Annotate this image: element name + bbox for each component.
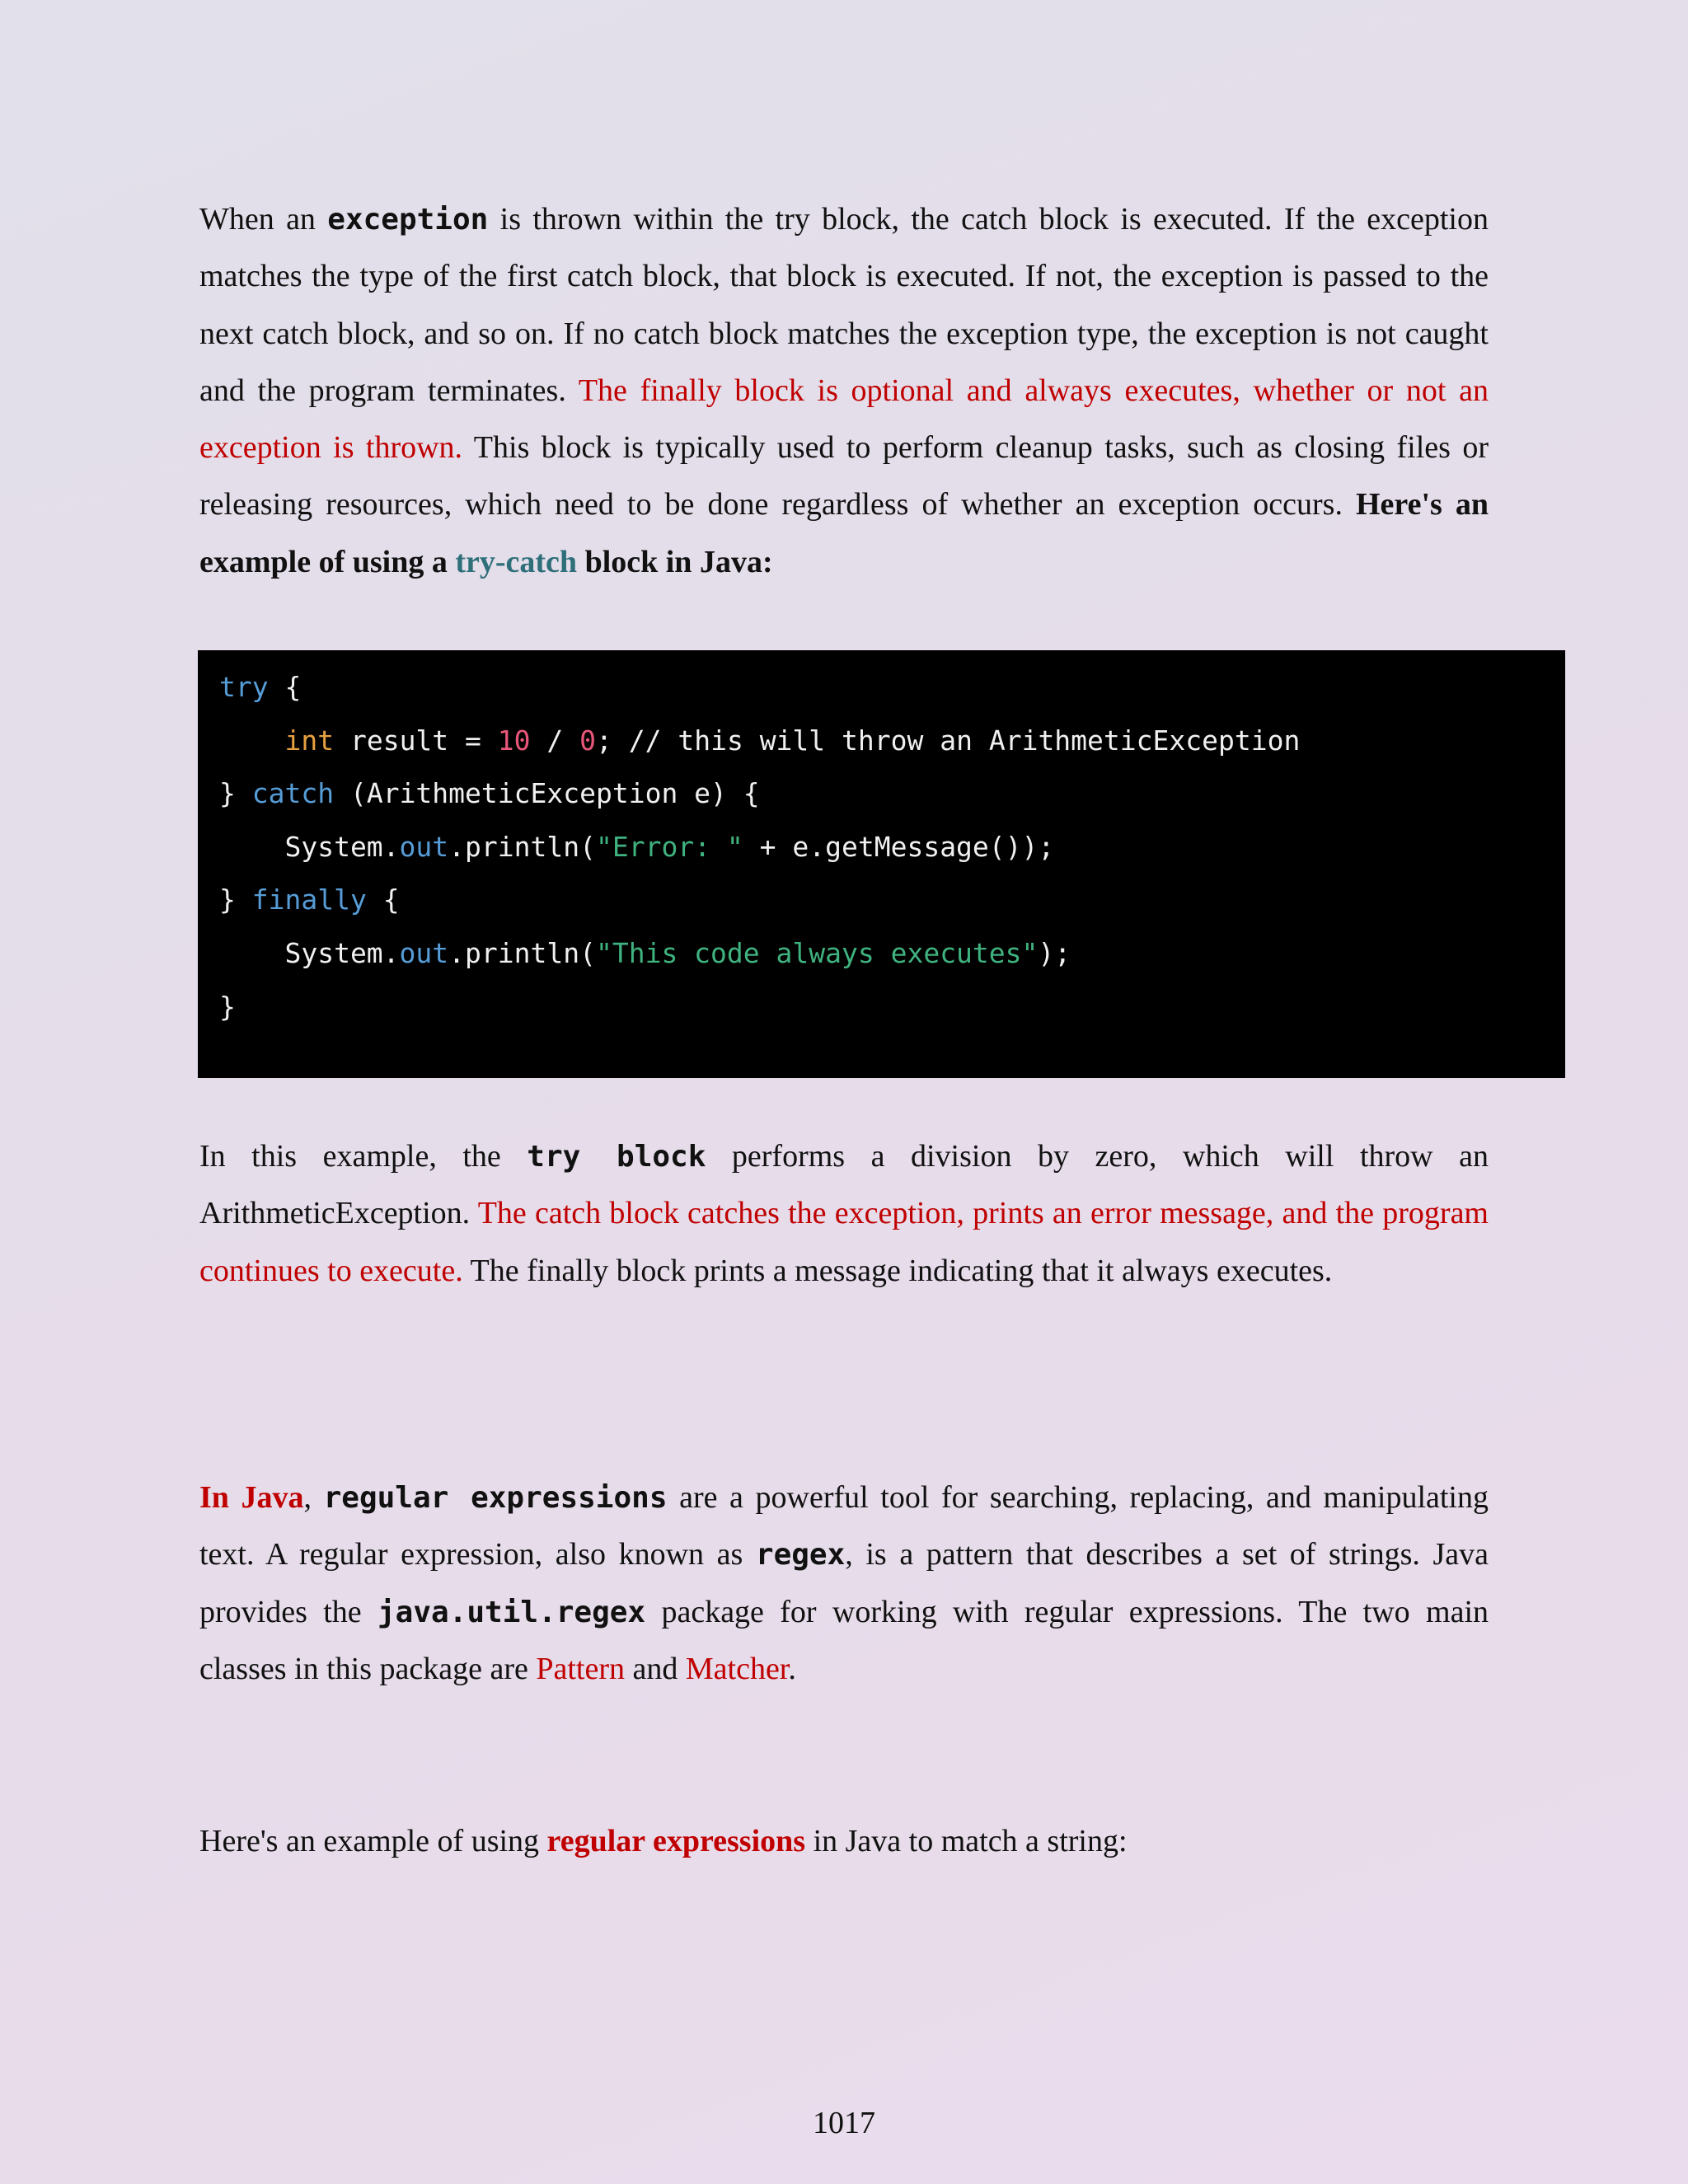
inline-code-regular-expressions: regular expressions [323,1481,668,1515]
code-line [219,821,1565,874]
text: and [624,1651,686,1686]
code-token: .println( [448,936,596,969]
code-token: + e.getMessage()); [743,830,1055,863]
highlighted-matcher: Matcher [685,1651,789,1686]
text: In this example, the [199,1139,528,1174]
code-line [219,981,1565,1034]
code-token: result = [334,724,498,757]
code-token: (ArithmeticException e) { [334,777,760,810]
text: in Java to match a string: [805,1824,1128,1858]
text: , is a pattern that describes a set of strings. Java provides the [199,1537,1489,1629]
text: This block is typically used to perform cleanup tasks, such as closing files or releasing resources, which need to be done regardless of whether an exception occurs. [199,430,1489,523]
code-line [219,927,1565,981]
code-token: { [366,883,400,916]
highlighted-regular-expressions: regular expressions [546,1824,806,1858]
code-token: 0 [579,724,597,757]
paragraph-regex-intro [199,1469,1489,1698]
code-token: out [399,936,449,969]
code-block-try-catch [198,650,1565,1078]
text: . [788,1651,796,1686]
inline-code-java-util-regex: java.util.regex [377,1595,646,1629]
code-line [219,715,1565,768]
text: The finally block prints a message indicating that it always executes. [462,1253,1333,1288]
code-token: } [219,990,236,1023]
text: performs a division by zero, which will throw an ArithmeticException. [199,1139,1489,1231]
bold-try-catch-term: try-catch [455,544,578,579]
highlighted-catch-sentence: The catch block catches the exception, prints an error message, and the program continues to execute. [199,1196,1489,1288]
code-token: catch [251,777,335,810]
code-line [219,661,1565,715]
text: , [303,1480,324,1515]
code-token: { [268,671,302,703]
bold-example-intro: Here's an example of using a [199,487,1489,579]
code-token: } [219,883,252,916]
text: When an [199,202,328,237]
highlighted-finally-sentence: The finally block is optional and always executes, whether or not an exception is thrown. [199,373,1489,466]
code-token: / [530,724,580,757]
code-token: int [284,724,335,757]
text: package for working with regular expressions. The two main classes in this package are [199,1594,1489,1686]
highlighted-pattern: Pattern [536,1651,625,1686]
text: are a powerful tool for searching, replacing, and manipulating text. A regular expression, also known as [199,1480,1489,1572]
code-token: ); [1038,936,1071,969]
code-token: finally [251,883,367,916]
page-number: 1017 [813,2106,875,2140]
paragraph-regex-example-intro [199,1813,1489,1870]
code-line [219,874,1565,927]
text: Here's an example of using [199,1824,547,1858]
code-token: try [219,671,269,703]
highlighted-in-java: In Java [199,1480,304,1515]
code-token: System. [219,936,400,969]
code-token: ; // this will throw an ArithmeticException [596,724,1301,757]
code-token: "This code always executes" [595,936,1039,969]
inline-code-exception: exception [327,203,489,237]
paragraph-example-explanation [199,1128,1489,1300]
code-token: } [219,777,252,810]
paragraph-exception-handling [199,191,1489,591]
inline-code-regex: regex [755,1538,846,1572]
code-token: "Error: " [595,830,743,863]
text: is thrown within the try block, the catch block is executed. If the exception matches the type of the first catch block, that block is executed. If not, the exception is passed to the next catch block, and so on. If no catch block matches the exception type, the exception is not caught and the program terminates. [199,202,1489,408]
code-token: out [399,830,449,863]
code-token [219,724,284,757]
code-line [219,767,1565,821]
bold-example-intro-end: block in Java: [577,544,773,579]
code-token: 10 [497,724,531,757]
inline-code-try-block: try block [527,1140,706,1174]
code-token: .println( [448,830,596,863]
code-token: System. [219,830,400,863]
